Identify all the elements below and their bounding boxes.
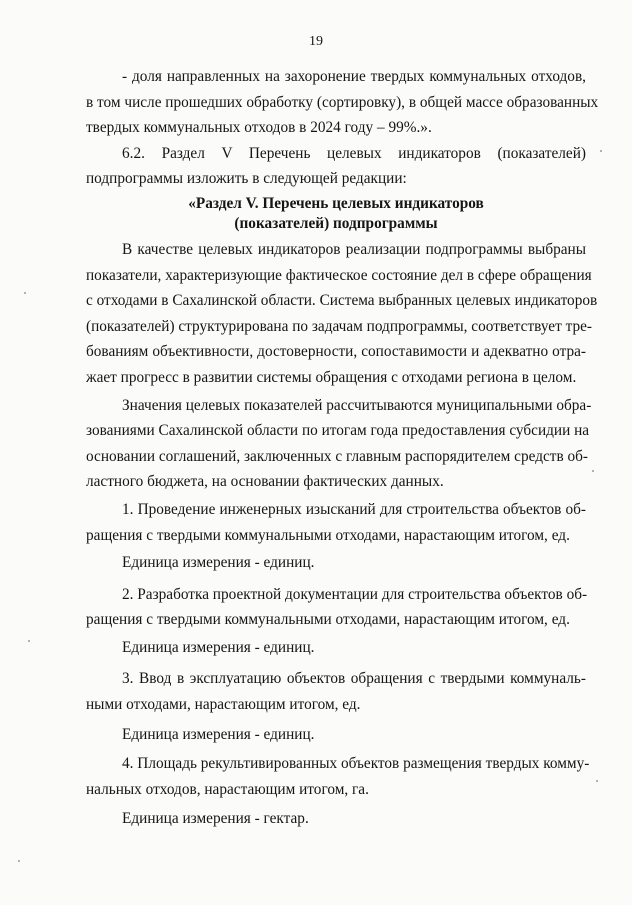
text-line: в том числе прошедших обработку (сортировку), в общей массе образованных	[86, 93, 599, 111]
text-line: основании соглашений, заключенных с главным распорядителем средств об-	[86, 447, 589, 465]
text-line: ными отходами, нарастающим итогом, ед.	[86, 696, 361, 714]
indicator-item-2	[86, 582, 586, 633]
text-line: с отходами в Сахалинской области. Система выбранных целевых индикаторов	[86, 292, 598, 310]
text-line: 6.2. Раздел V Перечень целевых индикаторов (показателей)	[122, 144, 586, 162]
paragraph-indicators-description	[86, 237, 598, 391]
section-heading	[86, 192, 586, 237]
paragraph-share-of-waste	[86, 64, 599, 141]
text-line: подпрограммы изложить в следующей редакции:	[86, 170, 407, 188]
unit-of-measure-1: Единица измерения - единиц.	[122, 554, 315, 572]
unit-of-measure-2: Единица измерения - единиц.	[122, 638, 315, 656]
heading-line: «Раздел V. Перечень целевых индикаторов	[188, 194, 484, 212]
document-body	[86, 64, 599, 832]
text-line: (показателей) структурирована по задачам подпрограммы, соответствует тре-	[86, 317, 592, 335]
unit-of-measure-4: Единица измерения - гектар.	[122, 810, 309, 828]
paragraph-section-amendment	[86, 141, 586, 192]
scan-speck	[18, 860, 20, 862]
unit-of-measure-3: Единица измерения - единиц.	[122, 725, 315, 743]
text-line: ластного бюджета, на основании фактических данных.	[86, 473, 444, 491]
text-line: показатели, характеризующие фактическое состояние дел в сфере обращения	[86, 266, 592, 284]
scan-speck	[596, 780, 598, 782]
text-line: нальных отходов, нарастающим итогом, га.	[86, 780, 369, 798]
text-line: 1. Проведение инженерных изысканий для строительства объектов об-	[122, 500, 586, 518]
indicator-item-4	[86, 751, 590, 802]
scan-speck	[592, 470, 594, 472]
text-line: твердых коммунальных отходов в 2024 году – 99%.».	[86, 119, 432, 137]
text-line: - доля направленных на захоронение твердых коммунальных отходов,	[122, 68, 586, 85]
text-line: 2. Разработка проектной документации для строительства объектов об-	[122, 585, 588, 603]
indicator-item-1	[86, 497, 586, 548]
scan-speck	[28, 640, 30, 642]
text-line: зованиями Сахалинской области по итогам года предоставления субсидии на	[86, 422, 590, 440]
text-line: ращения с твердыми коммунальными отходами, нарастающим итогом, ед.	[86, 611, 570, 629]
text-line: 3. Ввод в эксплуатацию объектов обращения с твердыми коммуналь-	[122, 670, 586, 688]
scan-speck	[24, 292, 26, 294]
indicator-item-3	[86, 666, 586, 717]
paragraph-calculation	[86, 393, 592, 495]
text-line: В качестве целевых индикаторов реализации подпрограммы выбраны	[122, 240, 586, 258]
text-line: 4. Площадь рекультивированных объектов размещения твердых комму-	[122, 755, 590, 773]
text-line: ращения с твердыми коммунальными отходами, нарастающим итогом, ед.	[86, 526, 570, 544]
page-number: 19	[309, 34, 323, 49]
scan-speck	[600, 150, 602, 152]
heading-line: (показателей) подпрограммы	[234, 214, 438, 232]
text-line: жает прогресс в развитии системы обращения с отходами региона в целом.	[86, 368, 577, 386]
text-line: бованиям объективности, достоверности, сопоставимости и адекватно отра-	[86, 343, 586, 361]
text-line: Значения целевых показателей рассчитываются муниципальными обра-	[122, 396, 592, 414]
